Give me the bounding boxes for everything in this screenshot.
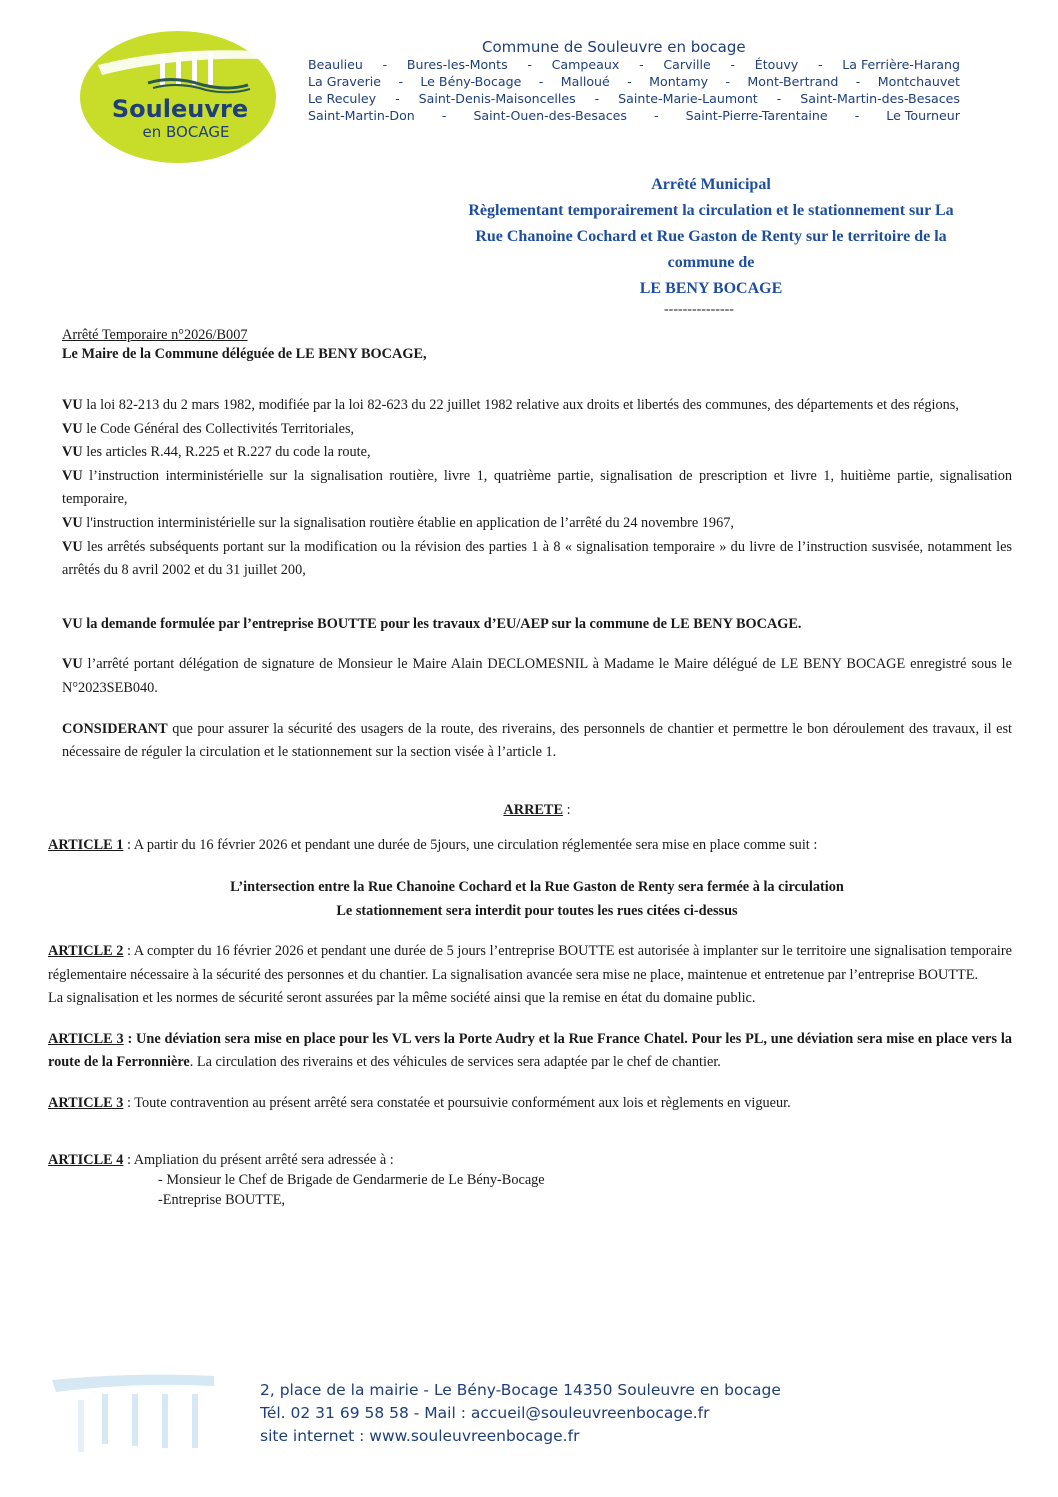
article-4-label: ARTICLE 4 (48, 1151, 124, 1168)
commune-name: Montchauvet (877, 74, 960, 89)
commune-name: Sainte-Marie-Laumont (618, 91, 758, 106)
footer-phone-mail[interactable]: Tél. 02 31 69 58 58 - Mail : accueil@souleuvreenbocage.fr (260, 1404, 710, 1422)
mayor-heading: Le Maire de la Commune déléguée de LE BENY BOCAGE, (62, 346, 427, 362)
recipient-gendarmerie: - Monsieur le Chef de Brigade de Gendarmerie de Le Bény-Bocage (158, 1171, 545, 1188)
communes-line (308, 73, 960, 90)
title-line-5: LE BENY BOCAGE (639, 280, 783, 297)
vu-keyword: VU (62, 444, 83, 461)
article-3b-text: : Toute contravention au présent arrêté sera constatée et poursuivie conformément aux lois et règlements en vigueur. (123, 1095, 791, 1112)
commune-name: Saint-Denis-Maisoncelles (418, 91, 576, 106)
commune-name: La Ferrière-Harang (842, 57, 960, 72)
article-3a-label: ARTICLE 3 (48, 1030, 124, 1047)
commune-title: Commune de Souleuvre en bocage (482, 38, 746, 56)
article-1 (48, 834, 1012, 858)
commune-name: Montamy (649, 74, 709, 89)
title-line-4: commune de (667, 254, 755, 271)
communes-separator: - (382, 57, 388, 72)
communes-line (308, 56, 960, 73)
vu-keyword: VU (62, 656, 83, 673)
commune-name: Le Bény-Bocage (420, 74, 522, 89)
logo-text-line2: en BOCAGE (142, 123, 230, 141)
vu-clause (62, 418, 1012, 442)
footer-bridge-graphic (48, 1372, 218, 1464)
footer-contact (260, 1379, 781, 1448)
vu-delegation (62, 653, 1012, 700)
article-3-deviation (48, 1028, 1012, 1075)
communes-separator: - (730, 57, 736, 72)
vu-clause (62, 394, 1012, 418)
footer-address: 2, place de la mairie - Le Bény-Bocage 14350 Souleuvre en bocage (260, 1381, 781, 1399)
communes-separator: - (594, 91, 600, 106)
vu-text: les articles R.44, R.225 et R.227 du code la route, (82, 444, 371, 461)
vu-keyword: VU (62, 397, 83, 413)
communes-separator: - (639, 57, 644, 72)
vu-clause (62, 512, 1012, 536)
communes-separator: - (441, 108, 447, 123)
arrete-heading: ARRETE (503, 801, 564, 818)
commune-name: Saint-Martin-Don (308, 108, 415, 123)
vu-clause (62, 465, 1012, 512)
commune-name: Malloué (560, 74, 610, 89)
communes-separator: - (627, 74, 632, 89)
title-line-2: Règlementant temporairement la circulation et le stationnement sur La (468, 202, 954, 219)
vu-demande: VU la demande formulée par l’entreprise BOUTTE pour les travaux d’EU/AEP sur la commune de LE BENY BOCAGE. (62, 615, 802, 632)
arrete-colon: : (563, 801, 571, 818)
vu-keyword: VU (62, 514, 83, 531)
vu-list (62, 394, 1012, 583)
vu-keyword: VU (62, 467, 83, 484)
title-separator: --------------- (664, 302, 734, 317)
vu-text: l'instruction interministérielle sur la signalisation routière établie en application de l’arrêté du 24 novembre 1967, (82, 514, 734, 531)
vu-delegation-text: l’arrêté portant délégation de signature de Monsieur le Maire Alain DECLOMESNIL à Madame le Maire délégué de LE BENY BOCAGE enregistré sous le N°2023SEB040. (62, 656, 1012, 696)
commune-name: Étouvy (754, 57, 799, 72)
article-1-label: ARTICLE 1 (48, 837, 124, 854)
vu-text: le Code Général des Collectivités Territoriales, (82, 420, 355, 437)
article-1-text: : A partir du 16 février 2026 et pendant une durée de 5jours, une circulation réglementée sera mise en place comme suit : (123, 837, 818, 854)
article-1-closure: L’intersection entre la Rue Chanoine Cochard et la Rue Gaston de Renty sera fermée à la circulation (230, 878, 844, 895)
communes-separator: - (653, 108, 659, 123)
communes-list (308, 56, 960, 124)
commune-name: Carville (663, 57, 711, 72)
vu-text: l’instruction interministérielle sur la signalisation routière, livre 1, quatrième partie, signalisation de prescription et livre 1, huitième partie, signalisation temporaire, (62, 467, 1012, 508)
vu-keyword: VU (62, 538, 83, 555)
commune-name: Mont-Bertrand (747, 74, 839, 89)
vu-keyword: VU (62, 420, 83, 437)
commune-logo (78, 25, 278, 165)
article-3-contravention (48, 1092, 1012, 1116)
logo-text-line1: Souleuvre (111, 95, 249, 123)
article-3a-bold-text: : Une déviation sera mise en place pour les VL vers la Porte Audry et la Rue France Chatel. Pour les PL, une déviation sera mise en place vers la route de la Ferronnière (48, 1030, 1012, 1071)
article-3b-label: ARTICLE 3 (48, 1095, 124, 1112)
commune-name: Saint-Ouen-des-Besaces (473, 108, 627, 123)
considerant (62, 718, 1012, 765)
communes-separator: - (854, 108, 860, 123)
communes-separator: - (538, 74, 544, 89)
commune-name: La Graverie (308, 74, 382, 89)
title-line-3: Rue Chanoine Cochard et Rue Gaston de Renty sur le territoire de la (475, 228, 947, 245)
communes-line (308, 90, 960, 107)
communes-separator: - (855, 74, 861, 89)
vu-clause (62, 441, 1012, 465)
title-line-1: Arrêté Municipal (651, 176, 771, 193)
footer-website[interactable]: site internet : www.souleuvreenbocage.fr (260, 1427, 580, 1445)
article-4 (48, 1150, 1012, 1170)
communes-separator: - (395, 91, 400, 106)
article-2-label: ARTICLE 2 (48, 943, 124, 960)
decree-reference: Arrêté Temporaire n°2026/B007 (62, 327, 248, 343)
article-3a-text: . La circulation des riverains et des véhicules de services sera adaptée par le chef de chantier. (189, 1054, 721, 1071)
commune-name: Le Reculey (308, 91, 377, 106)
communes-line (308, 107, 960, 124)
commune-name: Campeaux (551, 57, 620, 72)
considerant-keyword: CONSIDERANT (62, 720, 168, 737)
commune-name: Saint-Pierre-Tarentaine (685, 108, 828, 123)
commune-name: Saint-Martin-des-Besaces (800, 91, 960, 106)
commune-name: Beaulieu (308, 57, 363, 72)
article-1-parking: Le stationnement sera interdit pour toutes les rues citées ci-dessus (336, 902, 738, 919)
commune-name: Bures-les-Monts (406, 57, 508, 72)
decree-title (395, 172, 1027, 302)
recipient-boutte: -Entreprise BOUTTE, (158, 1191, 286, 1208)
article-2 (48, 940, 1012, 987)
communes-separator: - (398, 74, 403, 89)
logo-graphic (78, 25, 278, 165)
communes-separator: - (817, 57, 823, 72)
considerant-text: que pour assurer la sécurité des usagers de la route, des riverains, des personnels de chantier et permettre le bon déroulement des travaux, il est nécessaire de réguler la circulation et le stationnement sur la section visée à l’article 1. (62, 720, 1012, 761)
article-2-text: : A compter du 16 février 2026 et pendant une durée de 5 jours l’entreprise BOUTTE est autorisée à implanter sur le territoire une signalisation temporaire réglementaire nécessaire à la sécurité des personnes et du chantier. La signalisation avancée sera mise ne place, maintenue et entretenue par l’entreprise BOUTTE. (48, 943, 1012, 983)
communes-separator: - (776, 91, 782, 106)
communes-separator: - (527, 57, 532, 72)
article-4-text: : Ampliation du présent arrêté sera adressée à : (123, 1151, 394, 1168)
article-2-text2: La signalisation et les normes de sécurité seront assurées par la même société ainsi que la remise en état du domaine public. (48, 990, 756, 1007)
decree-body (48, 394, 1012, 1210)
communes-separator: - (725, 74, 731, 89)
vu-clause (62, 536, 1012, 583)
footer-watermark-logo (48, 1372, 218, 1464)
commune-name: Le Tourneur (886, 108, 960, 123)
arrete-heading-line (62, 799, 1012, 823)
vu-text: les arrêtés subséquents portant sur la modification ou la révision des parties 1 à 8 « signalisation temporaire » du livre de l’instruction susvisée, notamment les arrêtés du 8 avril 2002 et du 31 juillet 200, (62, 538, 1012, 579)
vu-text: la loi 82-213 du 2 mars 1982, modifiée par la loi 82-623 du 22 juillet 1982 relative aux droits et libertés des communes, des départements et des régions, (82, 397, 959, 413)
